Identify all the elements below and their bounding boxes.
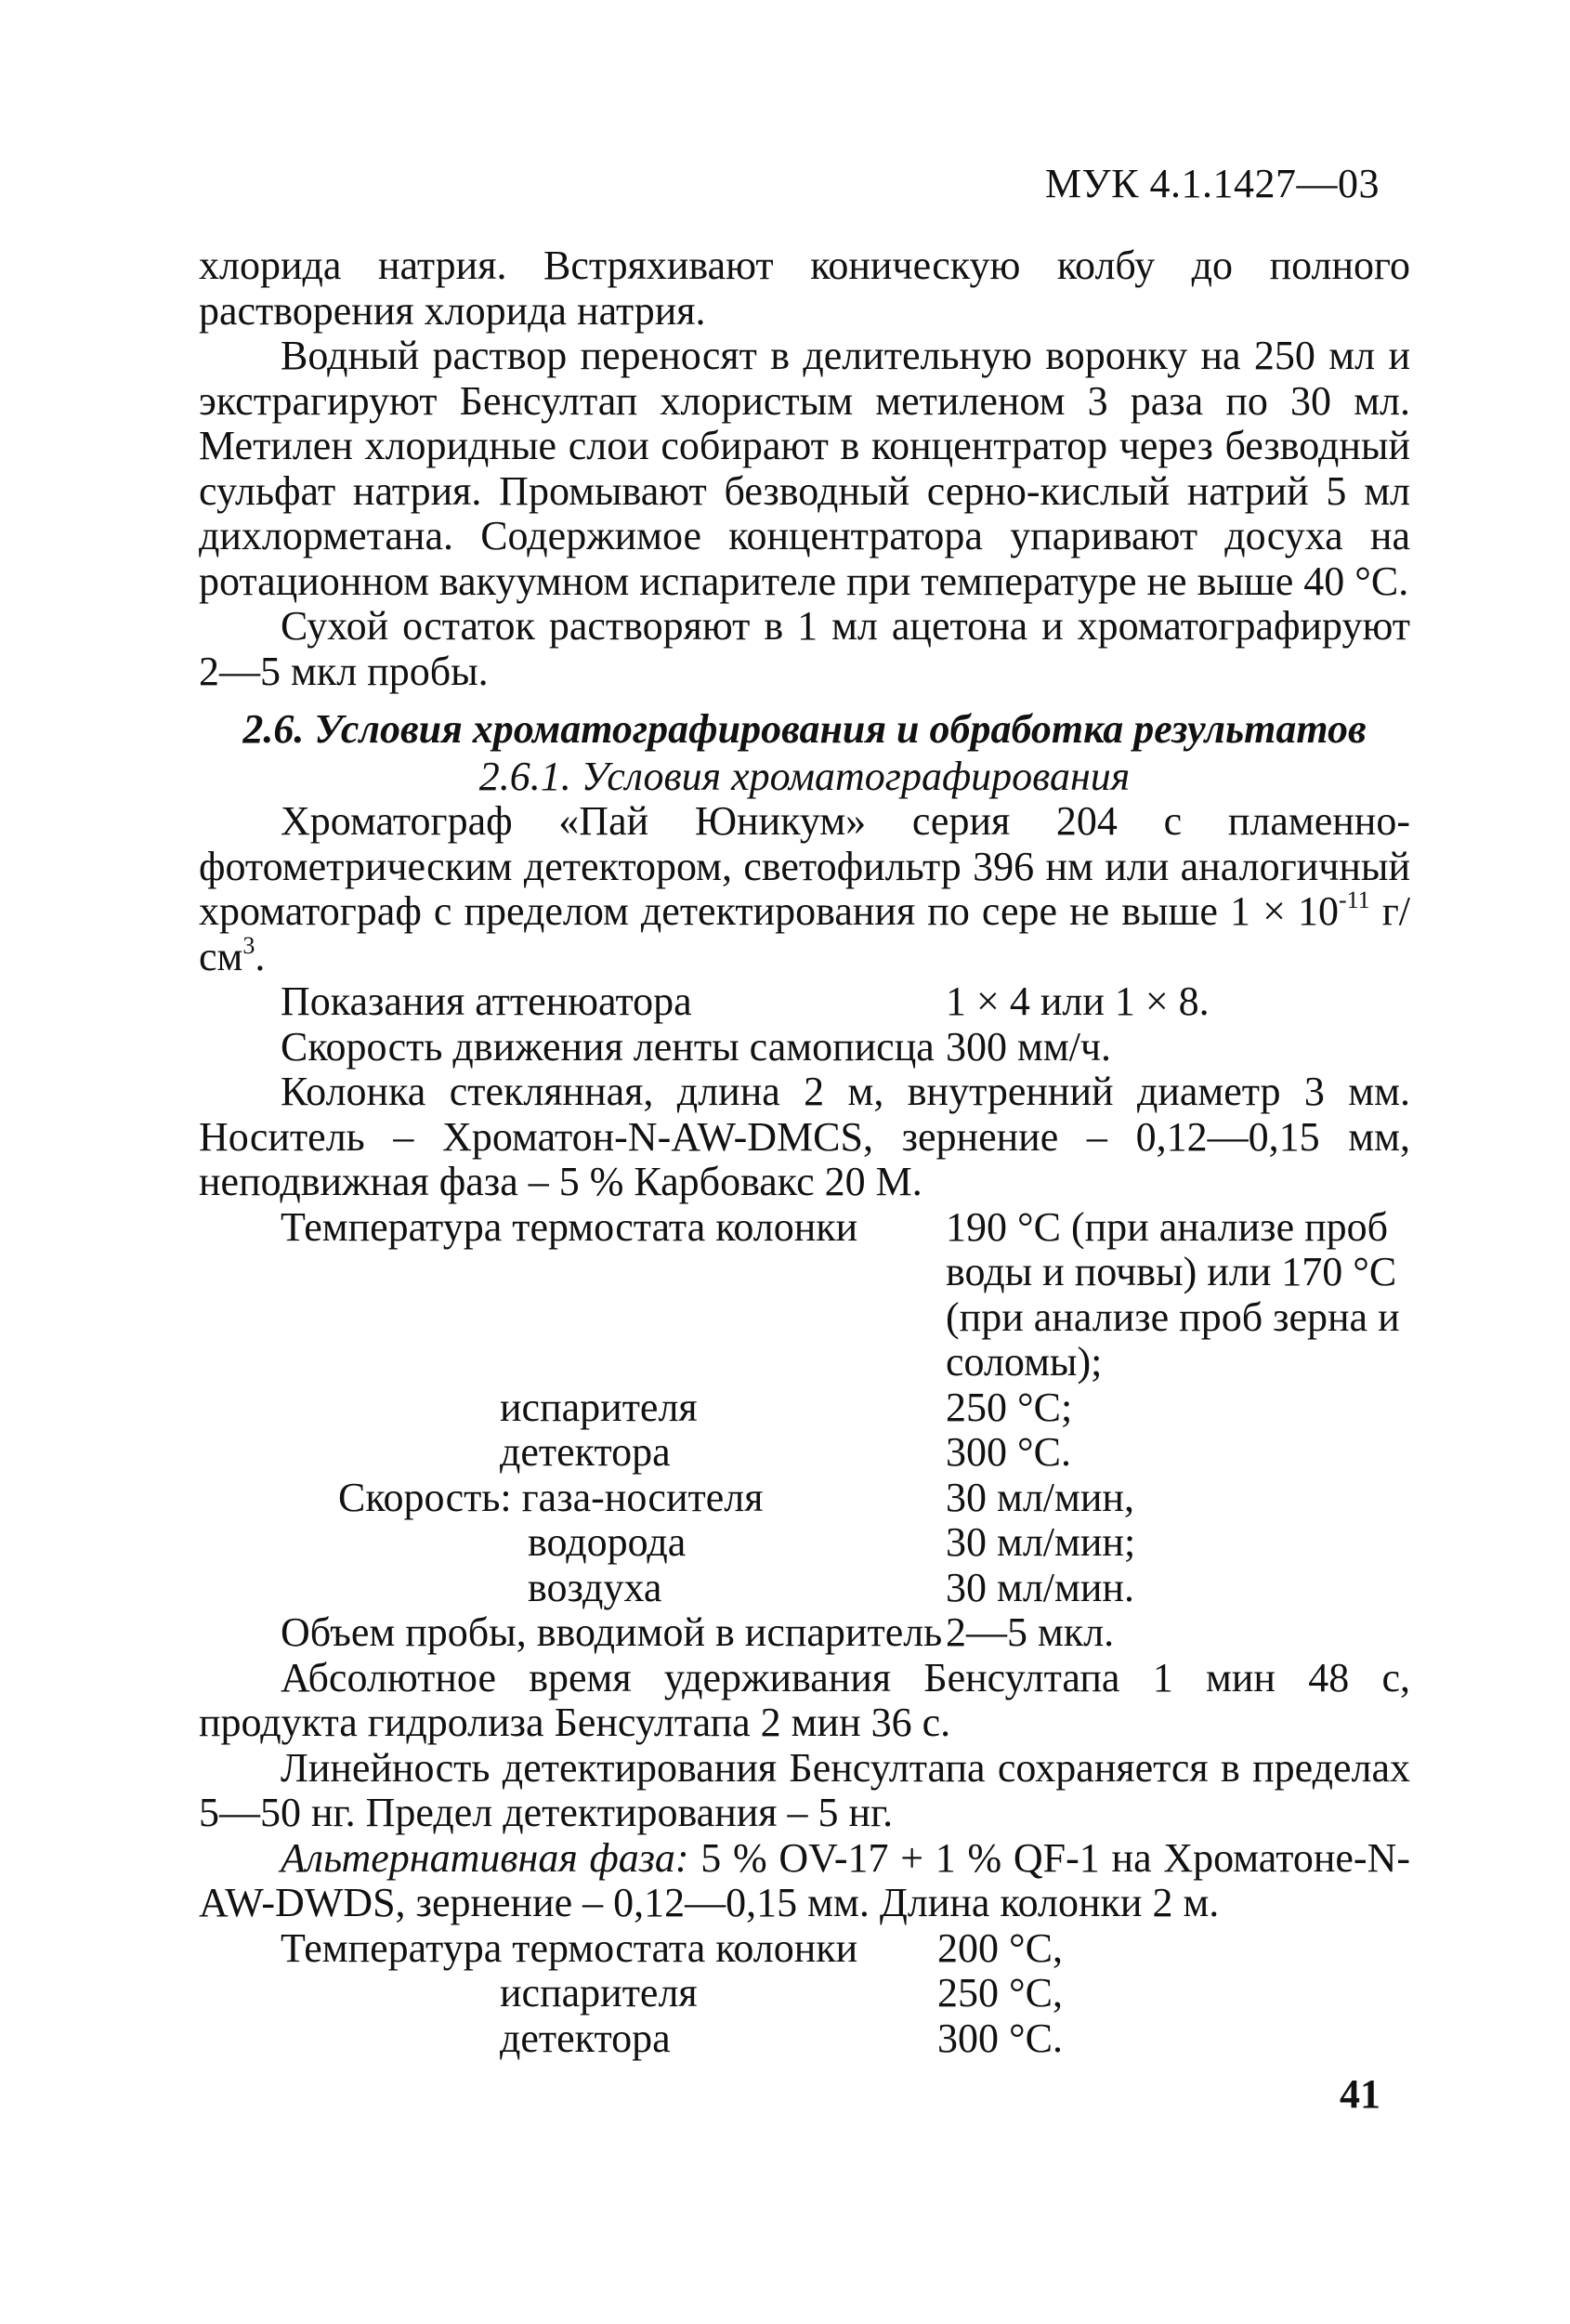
document-code-header: МУК 4.1.1427—03: [1044, 161, 1380, 206]
param-value: 2—5 мкл.: [946, 1609, 1115, 1655]
param-label: Температура термостата колонки: [281, 1924, 858, 1971]
paragraph-linearity: Линейность детектирования Бенсултапа сохраняется в пределах 5—50 нг. Предел детектирования – 5 нг.: [199, 1744, 1410, 1835]
alternative-label: Альтернативная фаза:: [281, 1834, 689, 1881]
param-label: детектора: [500, 2015, 671, 2061]
param-value: 250 °C;: [946, 1384, 1073, 1430]
param-value: 250 °C,: [937, 1970, 1063, 2015]
param-label: Показания аттенюатора: [281, 978, 692, 1024]
sentence-end: .: [255, 933, 266, 979]
value-line: соломы);: [946, 1339, 1103, 1385]
section-heading: 2.6. Условия хроматографирования и обработка результатов: [242, 706, 1367, 752]
param-row-chart-speed: [199, 1025, 1410, 1070]
param-value: 30 мл/мин.: [946, 1564, 1134, 1610]
paragraph-dry-residue: Сухой остаток растворяют в 1 мл ацетона и хроматографируют 2—5 мкл пробы.: [199, 603, 1410, 694]
paragraph-chromatograph: [199, 799, 1410, 979]
speed-row-air: [199, 1566, 1410, 1611]
exponent-three: 3: [242, 931, 255, 959]
temp-row-column: [199, 1205, 1410, 1385]
page-content: [199, 243, 1410, 2061]
param-label: Температура термостата колонки: [281, 1203, 858, 1250]
param-label: воздуха: [528, 1564, 662, 1610]
param-label: Скорость: газа-носителя: [338, 1474, 764, 1520]
param-value: 200 °C,: [937, 1924, 1063, 1971]
unit-text: г/см: [199, 888, 1410, 979]
speed-row-hydrogen: [199, 1520, 1410, 1566]
paragraph-retention: Абсолютное время удерживания Бенсултапа 1 мин 48 с, продукта гидролиза Бенсултапа 2 мин 36 с.: [199, 1654, 1410, 1745]
paragraph-column: Колонка стеклянная, длина 2 м, внутренний диаметр 3 мм. Носитель – Хроматон-N-AW-DMCS, зернение – 0,12—0,15 мм, неподвижная фаза – 5 % Карбовакс 20 М.: [199, 1069, 1410, 1204]
subsection-heading: 2.6.1. Условия хроматографирования: [478, 753, 1131, 799]
temp-row-detector: [199, 1430, 1410, 1476]
speed-row-carrier: [199, 1476, 1410, 1521]
param-value: 30 мл/мин;: [946, 1519, 1136, 1565]
param-value: 300 °C.: [937, 2015, 1063, 2061]
param-label: испарителя: [500, 1384, 698, 1430]
param-label: водорода: [528, 1519, 687, 1565]
param-value: 30 мл/мин,: [946, 1474, 1134, 1520]
temp2-row-detector: [199, 2016, 1410, 2062]
param-value: [946, 1205, 1410, 1385]
page-number: 41: [1340, 2071, 1380, 2117]
exponent-minus-eleven: -11: [1338, 886, 1370, 913]
param-value: 300 мм/ч.: [946, 1023, 1112, 1070]
alternative-text: 5 % OV-17 + 1 % QF-1 на Хроматоне-N-AW-DWDS, зернение – 0,12—0,15 мм. Длина колонки 2 м.: [199, 1834, 1410, 1925]
param-label: детектора: [500, 1429, 671, 1475]
param-row-attenuator: [199, 979, 1410, 1025]
value-line: 190 °C (при анализе проб: [946, 1203, 1389, 1250]
paragraph-extraction: Водный раствор переносят в делительную воронку на 250 мл и экстрагируют Бенсултап хлористым метиленом 3 раза по 30 мл. Метилен хлоридные слои собирают в концентратор через безводный сульфат натрия. Промывают безводный серно-кислый натрий 5 мл дихлорметана. Содержимое концентратора упаривают досуха на ротационном вакуумном испарителе при температуре не выше 40 °C.: [199, 333, 1410, 604]
temp2-row-evaporator: [199, 1971, 1410, 2016]
param-value: 300 °C.: [946, 1429, 1071, 1475]
value-line: воды и почвы) или 170 °C: [946, 1249, 1397, 1294]
param-label: Скорость движения ленты самописца: [281, 1023, 935, 1070]
temp2-row-column: [199, 1926, 1410, 1972]
paragraph-alternative-phase: [199, 1836, 1410, 1926]
param-row-sample-volume: [199, 1610, 1410, 1656]
chromatograph-text: Хроматограф «Пай Юникум» серия 204 с пламенно-фотометрическим детектором, светофильтр 396 нм или аналогичный хроматограф с пределом детектирования по сере не выше 1 × 10: [199, 798, 1410, 934]
param-label: Объем пробы, вводимой в испаритель: [281, 1609, 943, 1655]
param-label: испарителя: [500, 1970, 698, 2015]
value-line: (при анализе проб зерна и: [946, 1293, 1400, 1340]
temp-row-evaporator: [199, 1385, 1410, 1431]
param-value: 1 × 4 или 1 × 8.: [946, 978, 1210, 1024]
paragraph-dissolve-salt: хлорида натрия. Встряхивают коническую колбу до полного растворения хлорида натрия.: [199, 243, 1410, 334]
